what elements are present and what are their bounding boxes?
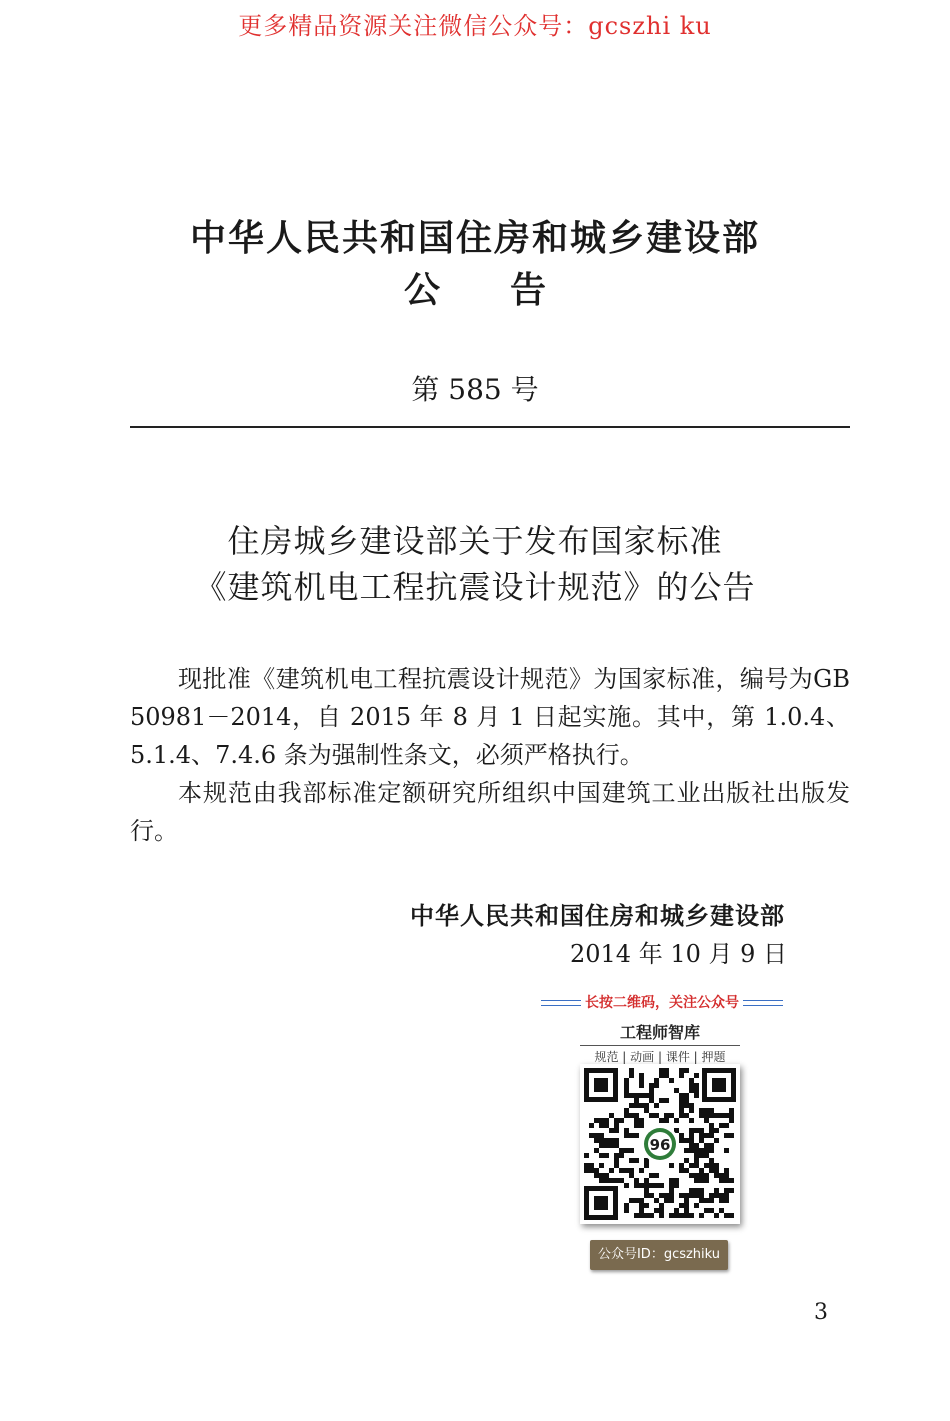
qr-center-badge: 96	[649, 1136, 671, 1154]
paragraph-text: 现批准《建筑机电工程抗震设计规范》为国家标准，编号为GB 50981－2014，自 2015 年 8 月 1 日起实施。其中，第 1.0.4、5.1.4、7.4.6 条为强制性条文，必须严格执行。	[130, 665, 850, 769]
qr-account-title: 工程师智库	[580, 1020, 740, 1046]
qr-tag-text: 长按二维码，关注公众号	[585, 995, 739, 1011]
qr-code[interactable]	[580, 1064, 740, 1224]
signature-organization: 中华人民共和国住房和城乡建设部	[410, 902, 785, 930]
top-banner: 更多精品资源关注微信公众号：gcszhi ku	[238, 12, 712, 40]
body-paragraph-1	[130, 660, 850, 774]
paragraph-text: 本规范由我部标准定额研究所组织中国建筑工业出版社出版发行。	[130, 779, 850, 845]
issuer-title: 中华人民共和国住房和城乡建设部	[189, 218, 760, 259]
account-id-badge: 公众号ID：gcszhiku	[590, 1240, 728, 1270]
qr-account-subtitle: 规范 | 动画 | 课件 | 押题	[594, 1050, 726, 1064]
subject-line-1: 住房城乡建设部关于发布国家标准	[227, 522, 723, 560]
qr-promo-tag	[536, 992, 788, 1012]
decor-bar-right	[743, 1000, 783, 1006]
notice-heading: 公告	[403, 270, 616, 311]
decor-bar-left	[541, 1000, 581, 1006]
issue-number: 第 585 号	[411, 373, 539, 406]
signature-date: 2014 年 10 月 9 日	[570, 940, 788, 968]
qr-code-icon	[580, 1064, 740, 1224]
body-paragraph-2	[130, 774, 850, 850]
header-divider	[130, 426, 850, 428]
subject-line-2: 《建筑机电工程抗震设计规范》的公告	[194, 568, 756, 606]
page-number: 3	[814, 1300, 828, 1325]
